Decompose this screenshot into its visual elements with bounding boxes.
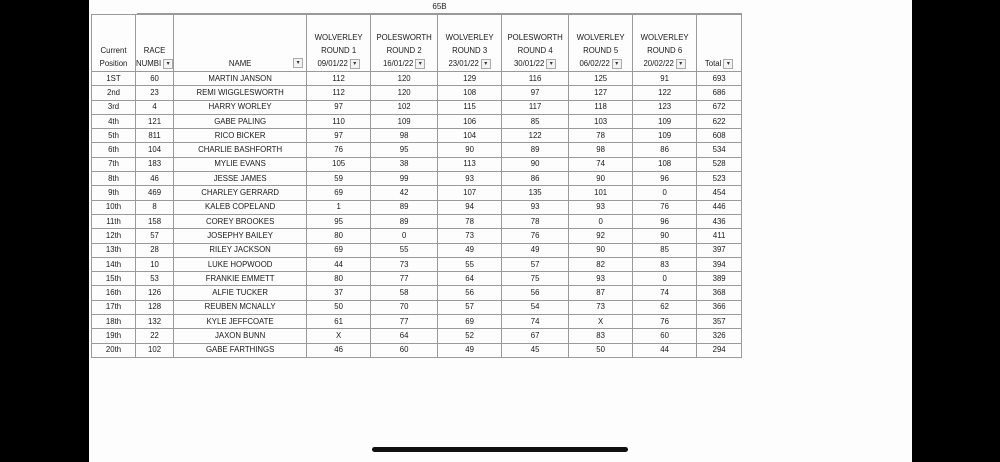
cell-position[interactable]: 12th	[92, 229, 136, 243]
cell-round-5[interactable]: 90	[569, 243, 633, 257]
cell-round-2[interactable]: 60	[371, 343, 438, 357]
cell-name[interactable]: RICO BICKER	[174, 129, 307, 143]
cell-total[interactable]: 672	[697, 100, 742, 114]
cell-round-4[interactable]: 116	[502, 72, 569, 86]
cell-position[interactable]: 6th	[92, 143, 136, 157]
cell-position[interactable]: 13th	[92, 243, 136, 257]
table-row	[92, 86, 742, 100]
filter-dropdown-icon[interactable]: ▾	[676, 59, 686, 69]
cell-total[interactable]: 622	[697, 114, 742, 128]
cell-round-3[interactable]: 64	[438, 272, 502, 286]
cell-race-number[interactable]: 53	[136, 272, 174, 286]
cell-position[interactable]: 20th	[92, 343, 136, 357]
cell-round-1[interactable]: 37	[307, 286, 371, 300]
cell-round-5[interactable]: 101	[569, 186, 633, 200]
cell-round-1[interactable]: 61	[307, 315, 371, 329]
cell-round-4[interactable]: 122	[502, 129, 569, 143]
cell-round-6[interactable]: 86	[633, 143, 697, 157]
cell-round-1[interactable]: 110	[307, 114, 371, 128]
cell-name[interactable]: KYLE JEFFCOATE	[174, 315, 307, 329]
cell-total[interactable]: 528	[697, 157, 742, 171]
cell-round-2[interactable]: 58	[371, 286, 438, 300]
round-date-line	[502, 57, 568, 70]
header-race-number	[136, 15, 174, 72]
cell-round-3[interactable]: 94	[438, 200, 502, 214]
cell-name[interactable]: GABE PALING	[174, 114, 307, 128]
cell-round-4[interactable]: 97	[502, 86, 569, 100]
cell-round-4[interactable]: 67	[502, 329, 569, 343]
cell-name[interactable]: HARRY WORLEY	[174, 100, 307, 114]
cell-round-4[interactable]: 78	[502, 214, 569, 228]
cell-position[interactable]: 15th	[92, 272, 136, 286]
table-row	[92, 72, 742, 86]
round-venue: WOLVERLEY	[314, 33, 363, 42]
cell-round-6[interactable]: 90	[633, 229, 697, 243]
table-row	[92, 129, 742, 143]
header-round-3	[438, 15, 502, 72]
cell-round-5[interactable]: 83	[569, 329, 633, 343]
cell-round-2[interactable]: 73	[371, 257, 438, 271]
header-round-1	[307, 15, 371, 72]
cell-round-3[interactable]: 49	[438, 343, 502, 357]
cell-round-6[interactable]: 91	[633, 72, 697, 86]
cell-round-3[interactable]: 93	[438, 172, 502, 186]
cell-total[interactable]: 368	[697, 286, 742, 300]
table-row	[92, 243, 742, 257]
cell-name[interactable]: ALFIE TUCKER	[174, 286, 307, 300]
cell-round-3[interactable]: 73	[438, 229, 502, 243]
cell-round-1[interactable]: 46	[307, 343, 371, 357]
table-row	[92, 114, 742, 128]
cell-round-5[interactable]: X	[569, 315, 633, 329]
table-row	[92, 315, 742, 329]
cell-round-6[interactable]: 62	[633, 300, 697, 314]
cell-race-number[interactable]: 469	[136, 186, 174, 200]
cell-round-6[interactable]: 83	[633, 257, 697, 271]
cell-position[interactable]: 16th	[92, 286, 136, 300]
cell-race-number[interactable]: 4	[136, 100, 174, 114]
cell-position[interactable]: 18th	[92, 315, 136, 329]
cell-total[interactable]: 389	[697, 272, 742, 286]
cell-position[interactable]: 2nd	[92, 86, 136, 100]
cell-round-2[interactable]: 99	[371, 172, 438, 186]
cell-round-6[interactable]: 96	[633, 172, 697, 186]
header-total-label: Total	[704, 59, 722, 68]
round-date-line	[307, 57, 370, 70]
cell-total[interactable]: 294	[697, 343, 742, 357]
cell-round-1[interactable]: 59	[307, 172, 371, 186]
cell-round-2[interactable]: 109	[371, 114, 438, 128]
header-name	[174, 15, 307, 72]
cell-total[interactable]: 394	[697, 257, 742, 271]
cell-round-4[interactable]: 90	[502, 157, 569, 171]
cell-position[interactable]: 19th	[92, 329, 136, 343]
cell-round-1[interactable]: 44	[307, 257, 371, 271]
cell-race-number[interactable]: 8	[136, 200, 174, 214]
round-label: ROUND 4	[517, 46, 553, 55]
cell-round-3[interactable]: 49	[438, 243, 502, 257]
cell-race-number[interactable]: 811	[136, 129, 174, 143]
header-round-4	[502, 15, 569, 72]
cell-total[interactable]: 436	[697, 214, 742, 228]
round-date-line	[633, 57, 696, 70]
cell-round-5[interactable]: 73	[569, 300, 633, 314]
cell-round-3[interactable]: 78	[438, 214, 502, 228]
cell-round-5[interactable]: 118	[569, 100, 633, 114]
header-total	[697, 15, 742, 72]
sheet-title: 65B	[137, 0, 742, 14]
cell-round-1[interactable]: 69	[307, 243, 371, 257]
cell-round-2[interactable]: 42	[371, 186, 438, 200]
round-venue: POLESWORTH	[507, 33, 563, 42]
cell-round-1[interactable]: 97	[307, 100, 371, 114]
cell-round-2[interactable]: 98	[371, 129, 438, 143]
header-round-6	[633, 15, 697, 72]
cell-round-3[interactable]: 52	[438, 329, 502, 343]
cell-race-number[interactable]: 126	[136, 286, 174, 300]
cell-round-4[interactable]: 74	[502, 315, 569, 329]
cell-round-2[interactable]: 102	[371, 100, 438, 114]
header-current-position	[92, 15, 136, 72]
cell-total[interactable]: 534	[697, 143, 742, 157]
cell-round-4[interactable]: 75	[502, 272, 569, 286]
cell-round-4[interactable]: 86	[502, 172, 569, 186]
table-row	[92, 329, 742, 343]
cell-position[interactable]: 3rd	[92, 100, 136, 114]
cell-round-4[interactable]: 76	[502, 229, 569, 243]
cell-round-5[interactable]: 93	[569, 200, 633, 214]
cell-round-6[interactable]: 108	[633, 157, 697, 171]
cell-total[interactable]: 397	[697, 243, 742, 257]
cell-round-2[interactable]: 55	[371, 243, 438, 257]
header-row	[92, 15, 742, 72]
cell-name[interactable]: JOSEPHY BAILEY	[174, 229, 307, 243]
round-label: ROUND 1	[321, 46, 357, 55]
filter-dropdown-icon[interactable]: ▾	[293, 58, 303, 68]
cell-round-5[interactable]: 82	[569, 257, 633, 271]
cell-round-2[interactable]: 95	[371, 143, 438, 157]
cell-round-2[interactable]: 0	[371, 229, 438, 243]
cell-round-6[interactable]: 0	[633, 186, 697, 200]
cell-round-2[interactable]: 120	[371, 86, 438, 100]
cell-position[interactable]: 4th	[92, 114, 136, 128]
cell-round-6[interactable]: 60	[633, 329, 697, 343]
cell-total[interactable]: 357	[697, 315, 742, 329]
cell-round-2[interactable]: 89	[371, 214, 438, 228]
cell-race-number[interactable]: 183	[136, 157, 174, 171]
cell-round-6[interactable]: 96	[633, 214, 697, 228]
round-date: 06/02/22	[579, 59, 610, 68]
round-date: 09/01/22	[317, 59, 348, 68]
table-row	[92, 229, 742, 243]
cell-race-number[interactable]: 102	[136, 343, 174, 357]
cell-name[interactable]: LUKE HOPWOOD	[174, 257, 307, 271]
cell-round-3[interactable]: 108	[438, 86, 502, 100]
cell-round-2[interactable]: 77	[371, 315, 438, 329]
sort-filter-icon[interactable]: ▾	[163, 59, 173, 69]
cell-round-5[interactable]: 0	[569, 214, 633, 228]
cell-round-1[interactable]: 95	[307, 214, 371, 228]
cell-round-3[interactable]: 69	[438, 315, 502, 329]
cell-round-3[interactable]: 107	[438, 186, 502, 200]
round-venue: POLESWORTH	[376, 33, 432, 42]
cell-total[interactable]: 686	[697, 86, 742, 100]
cell-round-6[interactable]: 44	[633, 343, 697, 357]
cell-round-5[interactable]: 78	[569, 129, 633, 143]
cell-name[interactable]: MARTIN JANSON	[174, 72, 307, 86]
table-row	[92, 172, 742, 186]
cell-position[interactable]: 9th	[92, 186, 136, 200]
cell-position[interactable]: 1ST	[92, 72, 136, 86]
table-row	[92, 214, 742, 228]
cell-round-1[interactable]: 80	[307, 229, 371, 243]
cell-round-2[interactable]: 70	[371, 300, 438, 314]
header-race-line1: RACE	[143, 46, 166, 55]
filter-dropdown-icon[interactable]: ▾	[481, 59, 491, 69]
filter-dropdown-icon[interactable]: ▾	[415, 59, 425, 69]
cell-total[interactable]: 326	[697, 329, 742, 343]
cell-round-5[interactable]: 74	[569, 157, 633, 171]
cell-round-1[interactable]: 80	[307, 272, 371, 286]
round-date-line	[438, 57, 501, 70]
cell-position[interactable]: 11th	[92, 214, 136, 228]
table-row	[92, 186, 742, 200]
cell-round-4[interactable]: 93	[502, 200, 569, 214]
cell-race-number[interactable]: 46	[136, 172, 174, 186]
cell-name[interactable]: RILEY JACKSON	[174, 243, 307, 257]
table-row	[92, 300, 742, 314]
cell-round-4[interactable]: 57	[502, 257, 569, 271]
cell-round-2[interactable]: 77	[371, 272, 438, 286]
cell-total[interactable]: 608	[697, 129, 742, 143]
cell-race-number[interactable]: 104	[136, 143, 174, 157]
round-date: 20/02/22	[643, 59, 674, 68]
cell-race-number[interactable]: 121	[136, 114, 174, 128]
cell-round-5[interactable]: 125	[569, 72, 633, 86]
cell-position[interactable]: 10th	[92, 200, 136, 214]
cell-name[interactable]: REUBEN MCNALLY	[174, 300, 307, 314]
cell-round-6[interactable]: 76	[633, 200, 697, 214]
cell-round-4[interactable]: 135	[502, 186, 569, 200]
cell-race-number[interactable]: 22	[136, 329, 174, 343]
table-row	[92, 272, 742, 286]
cell-race-number[interactable]: 28	[136, 243, 174, 257]
cell-race-number[interactable]: 60	[136, 72, 174, 86]
cell-round-1[interactable]: 76	[307, 143, 371, 157]
cell-round-1[interactable]: 112	[307, 72, 371, 86]
cell-race-number[interactable]: 10	[136, 257, 174, 271]
cell-position[interactable]: 7th	[92, 157, 136, 171]
cell-round-5[interactable]: 90	[569, 172, 633, 186]
round-label: ROUND 2	[386, 46, 422, 55]
spreadsheet-sheet	[89, 0, 912, 462]
cell-name[interactable]: COREY BROOKES	[174, 214, 307, 228]
cell-round-6[interactable]: 122	[633, 86, 697, 100]
cell-round-4[interactable]: 45	[502, 343, 569, 357]
filter-dropdown-icon[interactable]: ▾	[350, 59, 360, 69]
cell-total[interactable]: 523	[697, 172, 742, 186]
round-date: 16/01/22	[382, 59, 414, 68]
cell-position[interactable]: 17th	[92, 300, 136, 314]
cell-round-5[interactable]: 87	[569, 286, 633, 300]
cell-round-3[interactable]: 104	[438, 129, 502, 143]
filter-dropdown-icon[interactable]: ▾	[546, 59, 556, 69]
cell-position[interactable]: 5th	[92, 129, 136, 143]
cell-round-5[interactable]: 93	[569, 272, 633, 286]
round-date-line	[569, 57, 632, 70]
table-row	[92, 200, 742, 214]
table-row	[92, 257, 742, 271]
cell-race-number[interactable]: 57	[136, 229, 174, 243]
cell-name[interactable]: CHARLEY GERRARD	[174, 186, 307, 200]
round-label: ROUND 6	[647, 46, 683, 55]
cell-round-1[interactable]: X	[307, 329, 371, 343]
header-name-label: NAME	[228, 59, 252, 68]
cell-round-4[interactable]: 89	[502, 143, 569, 157]
cell-round-2[interactable]: 64	[371, 329, 438, 343]
cell-position[interactable]: 14th	[92, 257, 136, 271]
round-date: 30/01/22	[513, 59, 545, 68]
cell-race-number[interactable]: 128	[136, 300, 174, 314]
cell-round-6[interactable]: 0	[633, 272, 697, 286]
cell-total[interactable]: 411	[697, 229, 742, 243]
cell-round-1[interactable]: 1	[307, 200, 371, 214]
cell-name[interactable]: KALEB COPELAND	[174, 200, 307, 214]
table-row	[92, 343, 742, 357]
cell-round-1[interactable]: 97	[307, 129, 371, 143]
cell-name[interactable]: JESSE JAMES	[174, 172, 307, 186]
header-round-5	[569, 15, 633, 72]
header-round-2	[371, 15, 438, 72]
round-venue: WOLVERLEY	[445, 33, 494, 42]
table-row	[92, 100, 742, 114]
cell-round-2[interactable]: 120	[371, 72, 438, 86]
cell-round-1[interactable]: 105	[307, 157, 371, 171]
cell-round-4[interactable]: 85	[502, 114, 569, 128]
cell-round-6[interactable]: 85	[633, 243, 697, 257]
cell-race-number[interactable]: 132	[136, 315, 174, 329]
cell-round-5[interactable]: 103	[569, 114, 633, 128]
cell-round-3[interactable]: 113	[438, 157, 502, 171]
cell-race-number[interactable]: 23	[136, 86, 174, 100]
cell-round-6[interactable]: 109	[633, 114, 697, 128]
cell-round-3[interactable]: 55	[438, 257, 502, 271]
cell-name[interactable]: JAXON BUNN	[174, 329, 307, 343]
header-race-line2	[136, 57, 173, 70]
filter-dropdown-icon[interactable]: ▾	[612, 59, 622, 69]
cell-round-6[interactable]: 109	[633, 129, 697, 143]
table-row	[92, 143, 742, 157]
cell-round-3[interactable]: 106	[438, 114, 502, 128]
cell-round-5[interactable]: 127	[569, 86, 633, 100]
cell-round-6[interactable]: 123	[633, 100, 697, 114]
cell-total[interactable]: 693	[697, 72, 742, 86]
header-position-line1: Current	[100, 46, 127, 55]
table-body	[92, 72, 742, 358]
cell-round-3[interactable]: 115	[438, 100, 502, 114]
cell-round-5[interactable]: 50	[569, 343, 633, 357]
cell-round-2[interactable]: 89	[371, 200, 438, 214]
cell-name[interactable]: MYLIE EVANS	[174, 157, 307, 171]
header-position-line2: Position	[99, 59, 128, 68]
round-date: 23/01/22	[448, 59, 479, 68]
cell-round-1[interactable]: 69	[307, 186, 371, 200]
cell-round-6[interactable]: 74	[633, 286, 697, 300]
cell-round-4[interactable]: 54	[502, 300, 569, 314]
results-table	[91, 14, 742, 358]
cell-round-1[interactable]: 112	[307, 86, 371, 100]
cell-round-4[interactable]: 56	[502, 286, 569, 300]
home-indicator-bar[interactable]	[372, 447, 628, 452]
round-venue: WOLVERLEY	[640, 33, 689, 42]
cell-round-3[interactable]: 129	[438, 72, 502, 86]
round-date-line	[371, 57, 437, 70]
cell-name[interactable]: CHARLIE BASHFORTH	[174, 143, 307, 157]
cell-round-3[interactable]: 56	[438, 286, 502, 300]
cell-race-number[interactable]: 158	[136, 214, 174, 228]
cell-round-4[interactable]: 49	[502, 243, 569, 257]
cell-total[interactable]: 446	[697, 200, 742, 214]
cell-round-3[interactable]: 57	[438, 300, 502, 314]
table-row	[92, 157, 742, 171]
cell-total[interactable]: 454	[697, 186, 742, 200]
cell-name[interactable]: FRANKIE EMMETT	[174, 272, 307, 286]
cell-round-3[interactable]: 90	[438, 143, 502, 157]
cell-position[interactable]: 8th	[92, 172, 136, 186]
round-label: ROUND 3	[452, 46, 488, 55]
cell-round-1[interactable]: 50	[307, 300, 371, 314]
cell-round-2[interactable]: 38	[371, 157, 438, 171]
cell-round-5[interactable]: 92	[569, 229, 633, 243]
cell-round-6[interactable]: 76	[633, 315, 697, 329]
header-race-label: NUMBI	[136, 59, 162, 68]
cell-name[interactable]: REMI WIGGLESWORTH	[174, 86, 307, 100]
table-row	[92, 286, 742, 300]
cell-total[interactable]: 366	[697, 300, 742, 314]
round-venue: WOLVERLEY	[576, 33, 625, 42]
filter-dropdown-icon[interactable]: ▾	[723, 59, 733, 69]
cell-round-5[interactable]: 98	[569, 143, 633, 157]
cell-round-4[interactable]: 117	[502, 100, 569, 114]
round-label: ROUND 5	[583, 46, 619, 55]
cell-name[interactable]: GABE FARTHINGS	[174, 343, 307, 357]
